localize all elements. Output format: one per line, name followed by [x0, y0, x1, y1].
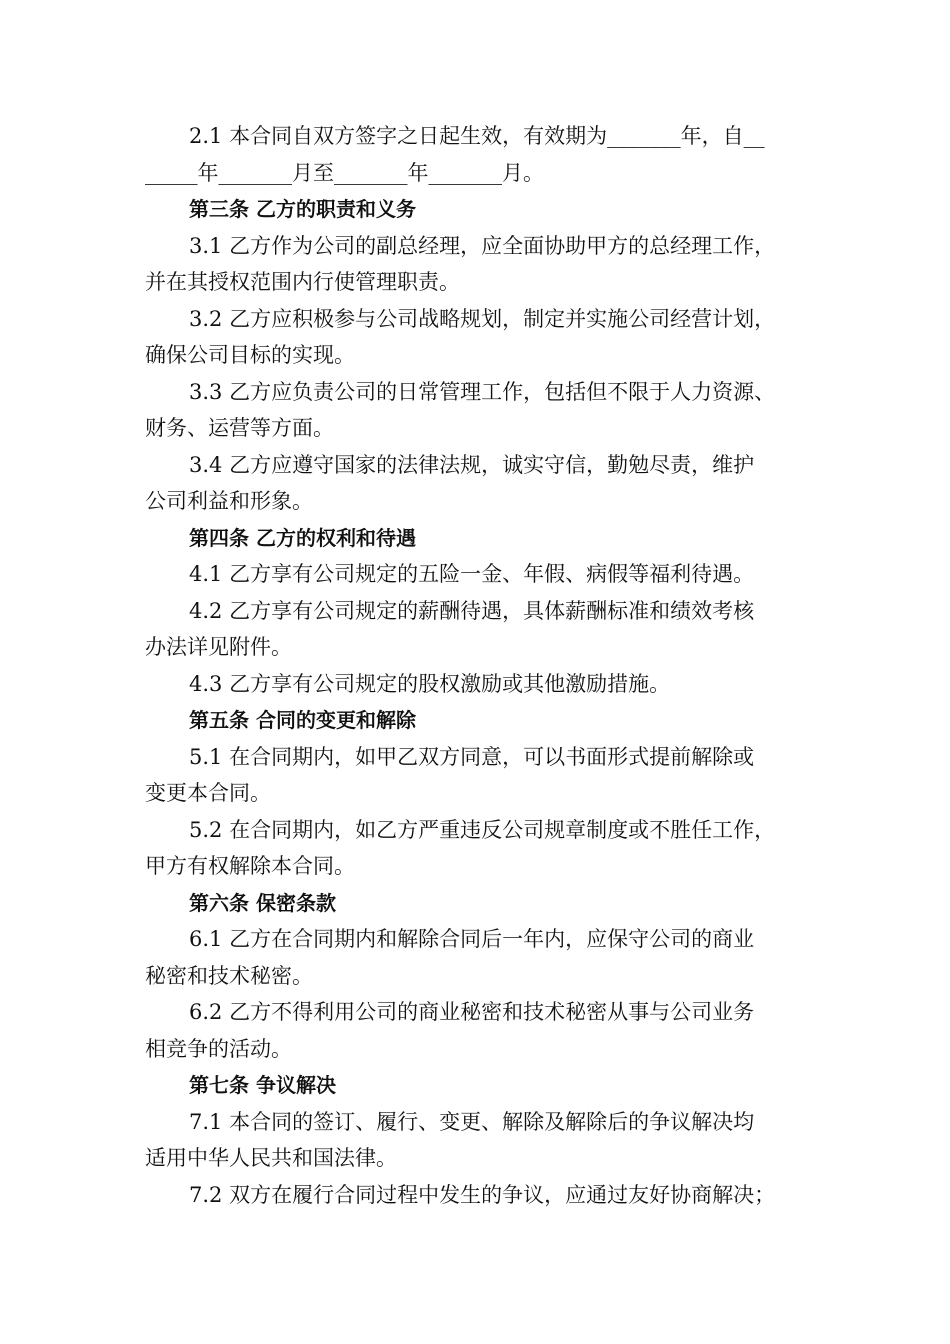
- article-heading: 第七条 争议解决: [189, 1073, 336, 1097]
- clause-line: 5.1 在合同期内，如甲乙双方同意，可以书面形式提前解除或: [189, 744, 755, 769]
- clause-line: 3.1 乙方作为公司的副总经理，应全面协助甲方的总经理工作，: [189, 233, 776, 258]
- article-heading: 第四条 乙方的权利和待遇: [189, 525, 416, 550]
- article-heading: 第六条 保密条款: [189, 890, 336, 915]
- clause-line: 变更本合同。: [145, 781, 271, 805]
- clause-line: 3.3 乙方应负责公司的日常管理工作，包括但不限于人力资源、: [189, 379, 776, 404]
- clause-line: 6.1 乙方在合同期内和解除合同后一年内，应保守公司的商业: [189, 927, 755, 951]
- clause-line: 7.2 双方在履行合同过程中发生的争议，应通过友好协商解决；: [189, 1182, 776, 1207]
- clause-line: 确保公司目标的实现。: [145, 343, 355, 367]
- clause-line: 4.2 乙方享有公司规定的薪酬待遇，具体薪酬标准和绩效考核: [189, 598, 755, 623]
- clause-line: 4.1 乙方享有公司规定的五险一金、年假、病假等福利待遇。: [189, 562, 755, 586]
- clause-line: 秘密和技术秘密。: [145, 963, 313, 988]
- clause-line: 并在其授权范围内行使管理职责。: [145, 270, 460, 294]
- clause-line: 7.1 本合同的签订、履行、变更、解除及解除后的争议解决均: [189, 1109, 755, 1134]
- clause-line: 相竞争的活动。: [145, 1036, 292, 1061]
- document-body: [145, 118, 815, 1213]
- clause-line: 2.1 本合同自双方签字之日起生效，有效期为_______年，自__: [189, 124, 765, 148]
- clause-line: 6.2 乙方不得利用公司的商业秘密和技术秘密从事与公司业务: [189, 1000, 755, 1024]
- clause-line: 财务、运营等方面。: [145, 416, 334, 440]
- clause-line: 办法详见附件。: [145, 635, 292, 659]
- clause-line: 5.2 在合同期内，如乙方严重违反公司规章制度或不胜任工作，: [189, 817, 776, 842]
- article-heading: 第五条 合同的变更和解除: [189, 708, 416, 732]
- clause-line: 4.3 乙方享有公司规定的股权激励或其他激励措施。: [189, 671, 671, 696]
- article-heading: 第三条 乙方的职责和义务: [189, 197, 416, 221]
- clause-line: 甲方有权解除本合同。: [145, 854, 355, 878]
- clause-line: 3.2 乙方应积极参与公司战略规划，制定并实施公司经营计划，: [189, 306, 776, 331]
- clause-line: _____年_______月至_______年_______月。: [145, 160, 544, 185]
- clause-line: 公司利益和形象。: [145, 489, 313, 513]
- clause-line: 适用中华人民共和国法律。: [145, 1146, 397, 1170]
- clause-line: 3.4 乙方应遵守国家的法律法规，诚实守信，勤勉尽责，维护: [189, 452, 755, 477]
